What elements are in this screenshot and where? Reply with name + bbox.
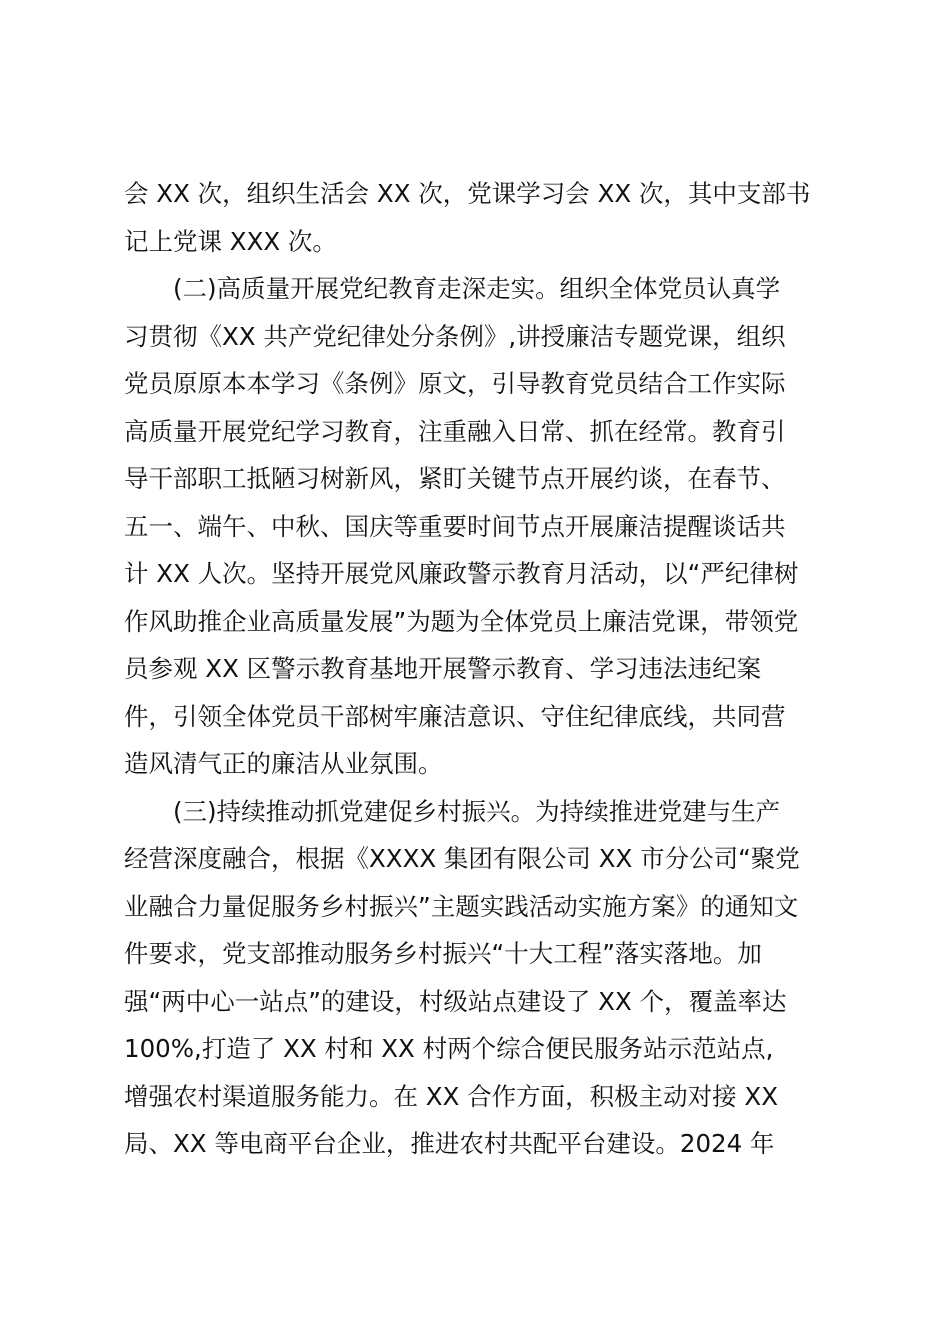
text-line: 会 XX 次，组织生活会 XX 次，党课学习会 XX 次，其中支部书	[124, 179, 811, 208]
text-line: 党员原原本本学习《条例》原文，引导教育党员结合工作实际	[124, 369, 786, 398]
text-line: 高质量开展党纪学习教育，注重融入日常、抓在经常。教育引	[124, 416, 786, 446]
text-line: 五一、端午、中秋、国庆等重要时间节点开展廉洁提醒谈话共	[124, 511, 786, 541]
text-line: 件要求，党支部推动服务乡村振兴“十大工程”落实落地。加	[124, 939, 762, 968]
text-line: 员参观 XX 区警示教育基地开展警示教育、学习违法违纪案	[124, 654, 762, 683]
text-line: 习贯彻《XX 共产党纪律处分条例》,讲授廉洁专题党课，组织	[124, 321, 786, 351]
paragraph-discipline-education	[124, 265, 832, 788]
text-line: 局、XX 等电商平台企业，推进农村共配平台建设。2024 年	[124, 1129, 775, 1158]
text-line: 导干部职工抵陋习树新风，紧盯关键节点开展约谈，在春节、	[124, 464, 786, 493]
text-line-heading: (二)高质量开展党纪教育走深走实。组织全体党员认真学	[173, 274, 781, 303]
paragraph-meetings-summary	[124, 170, 832, 265]
text-line: 计 XX 人次。坚持开展党风廉政警示教育月活动，以“严纪律树	[124, 559, 799, 588]
text-line-heading: (三)持续推动抓党建促乡村振兴。为持续推进党建与生产	[173, 796, 781, 826]
text-line: 造风清气正的廉洁从业氛围。	[124, 749, 443, 778]
text-line: 增强农村渠道服务能力。在 XX 合作方面，积极主动对接 XX	[124, 1081, 778, 1111]
paragraph-rural-revitalization	[124, 788, 832, 1168]
text-line: 业融合力量促服务乡村振兴”主题实践活动实施方案》的通知文	[124, 891, 799, 921]
text-line: 经营深度融合，根据《XXXX 集团有限公司 XX 市分公司“聚党	[124, 844, 800, 873]
text-line: 件，引领全体党员干部树牢廉洁意识、守住纪律底线，共同营	[124, 701, 786, 731]
text-line: 作风助推企业高质量发展”为题为全体党员上廉洁党课，带领党	[124, 606, 799, 636]
text-line: 强“两中心一站点”的建设，村级站点建设了 XX 个，覆盖率达	[124, 986, 787, 1016]
text-line: 记上党课 XXX 次。	[124, 226, 337, 256]
text-line: 100%,打造了 XX 村和 XX 村两个综合便民服务站示范站点,	[124, 1034, 774, 1063]
document-body	[124, 170, 832, 1168]
